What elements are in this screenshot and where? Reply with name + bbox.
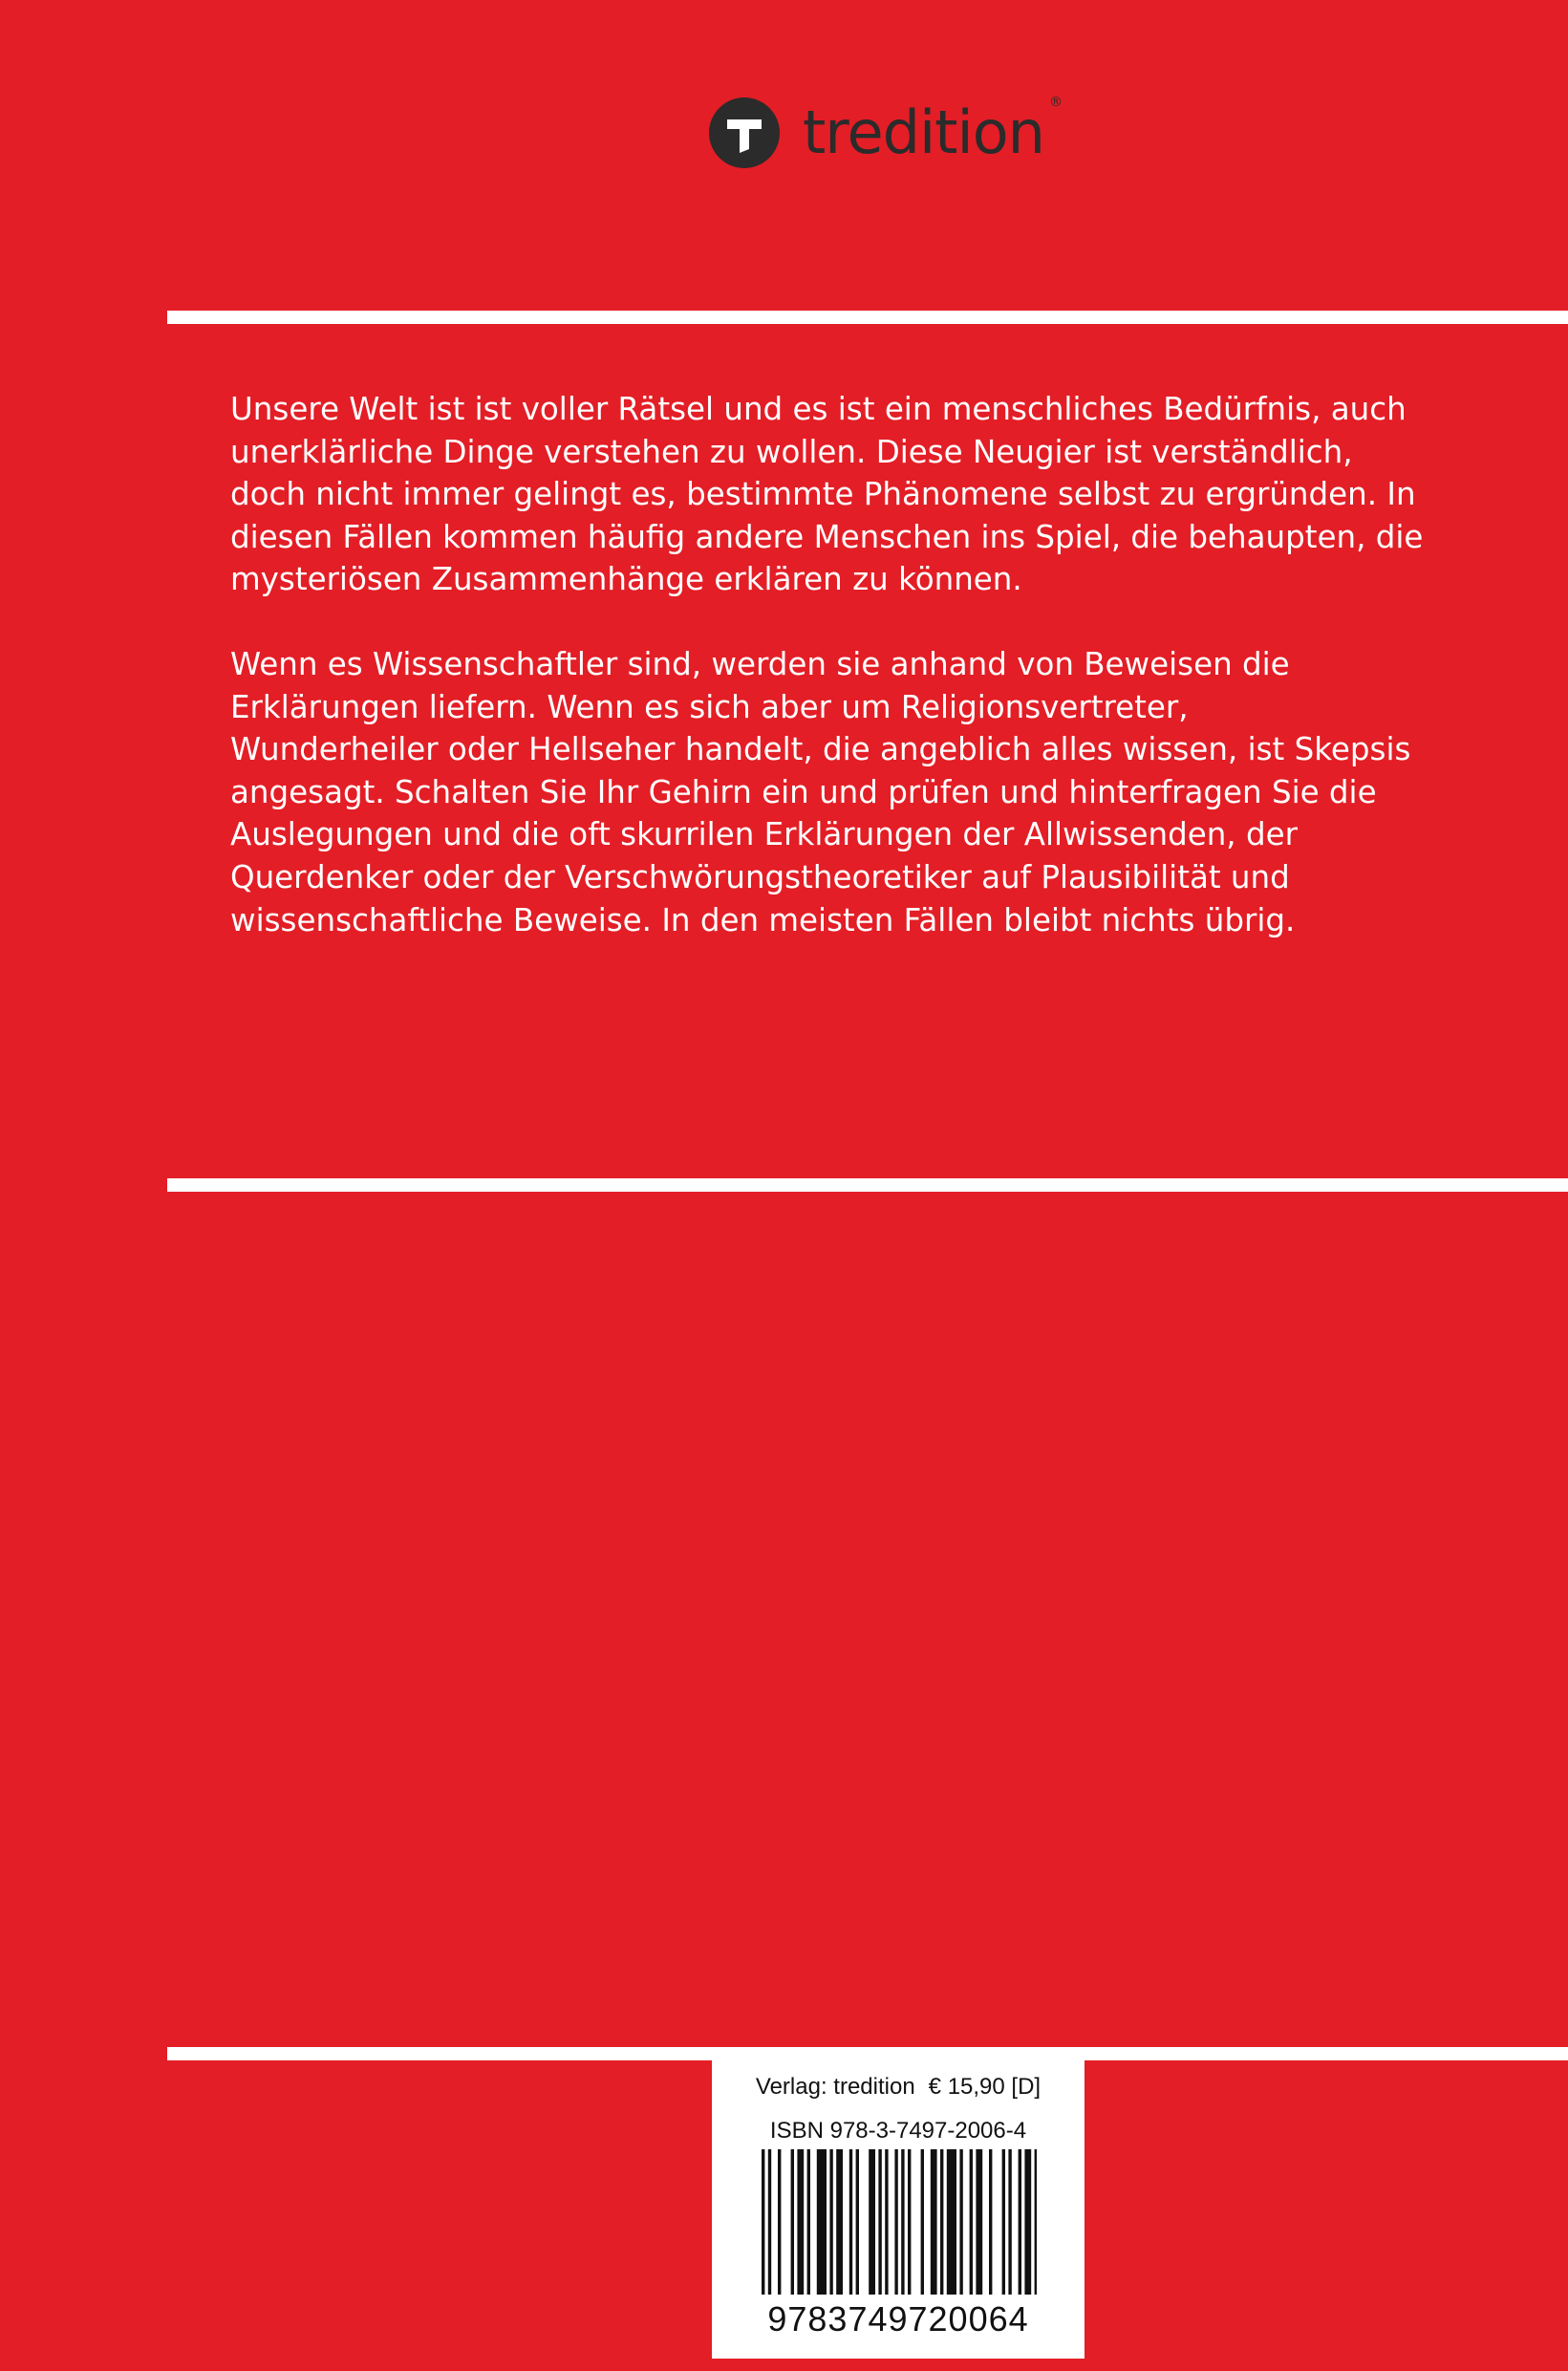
barcode-bar bbox=[1002, 2149, 1005, 2295]
barcode-bar bbox=[1024, 2149, 1031, 2295]
publisher-price-line bbox=[712, 2074, 1085, 2101]
barcode-bar bbox=[817, 2149, 827, 2295]
barcode-bar bbox=[908, 2149, 911, 2295]
blurb-line: Wenn es Wissenschaftler sind, werden sie anhand von Beweisen die bbox=[230, 645, 1290, 682]
barcode-bar bbox=[778, 2149, 781, 2295]
barcode-bar bbox=[940, 2149, 943, 2295]
barcode-bar bbox=[791, 2149, 794, 2295]
blurb-line: mysteriösen Zusammenhänge erklären zu können. bbox=[230, 561, 1022, 598]
blurb-line: diesen Fällen kommen häufig andere Menschen ins Spiel, die behaupten, die bbox=[230, 518, 1424, 555]
barcode-bar bbox=[901, 2149, 904, 2295]
blurb-line: Wunderheiler oder Hellseher handelt, die angeblich alles wissen, ist Skepsis bbox=[230, 731, 1411, 768]
barcode-bar bbox=[1035, 2149, 1037, 2295]
barcode-bar bbox=[829, 2149, 832, 2295]
blurb-paragraph-2 bbox=[230, 643, 1530, 941]
ean-number: 9783749720064 bbox=[767, 2299, 1029, 2339]
publisher-label: Verlag: tredition bbox=[755, 2074, 915, 2100]
top-divider bbox=[167, 311, 1568, 324]
blurb-line: Querdenker oder der Verschwörungstheoretiker auf Plausibilität und bbox=[230, 858, 1290, 895]
barcode-bar bbox=[762, 2149, 764, 2295]
bottom-divider bbox=[167, 2047, 1568, 2060]
blurb-line: wissenschaftliche Beweise. In den meisten Fällen bleibt nichts übrig. bbox=[230, 901, 1296, 938]
barcode-bar bbox=[856, 2149, 859, 2295]
barcode-bar bbox=[947, 2149, 956, 2295]
barcode-bar bbox=[878, 2149, 881, 2295]
barcode-bar bbox=[921, 2149, 924, 2295]
registered-mark: ® bbox=[1048, 95, 1062, 110]
blurb-line: Auslegungen und die oft skurrilen Erklärungen der Allwissenden, der bbox=[230, 816, 1298, 853]
publisher-logo bbox=[709, 95, 1062, 168]
barcode-bar bbox=[1019, 2149, 1021, 2295]
barcode-bar bbox=[849, 2149, 852, 2295]
barcode-bar bbox=[768, 2149, 771, 2295]
barcode-box bbox=[712, 2060, 1085, 2359]
blurb-line: angesagt. Schalten Sie Ihr Gehirn ein und prüfen und hinterfragen Sie die bbox=[230, 773, 1377, 810]
barcode-bar bbox=[976, 2149, 982, 2295]
blurb-line: Unsere Welt ist ist voller Rätsel und es ist ein menschliches Bedürfnis, auch bbox=[230, 391, 1407, 427]
barcode-bar bbox=[807, 2149, 810, 2295]
price-label: € 15,90 [D] bbox=[928, 2074, 1042, 2100]
tredition-t-mark-icon bbox=[709, 97, 780, 168]
barcode-bar bbox=[797, 2149, 804, 2295]
barcode-bar bbox=[836, 2149, 843, 2295]
publisher-wordmark: tredition ® bbox=[803, 95, 1062, 167]
isbn-label: ISBN 978-3-7497-2006-4 bbox=[769, 2118, 1027, 2144]
blurb-line: doch nicht immer gelingt es, bestimmte Phänomene selbst zu ergründen. In bbox=[230, 476, 1416, 513]
barcode-bar bbox=[1008, 2149, 1011, 2295]
blurb-paragraph-1 bbox=[230, 388, 1530, 601]
blurb-text bbox=[230, 388, 1530, 941]
blurb-line: unerklärliche Dinge verstehen zu wollen. Diese Neugier ist verständlich, bbox=[230, 433, 1353, 470]
blurb-line: Erklärungen liefern. Wenn es sich aber um Religionsvertreter, bbox=[230, 688, 1189, 725]
barcode-bar bbox=[869, 2149, 875, 2295]
barcode-bar bbox=[959, 2149, 962, 2295]
barcode-bar bbox=[989, 2149, 992, 2295]
barcode-bar bbox=[894, 2149, 897, 2295]
barcode-icon bbox=[760, 2149, 1037, 2295]
barcode-bar bbox=[931, 2149, 937, 2295]
middle-divider bbox=[167, 1178, 1568, 1192]
barcode-bar bbox=[885, 2149, 888, 2295]
barcode-bar bbox=[970, 2149, 973, 2295]
